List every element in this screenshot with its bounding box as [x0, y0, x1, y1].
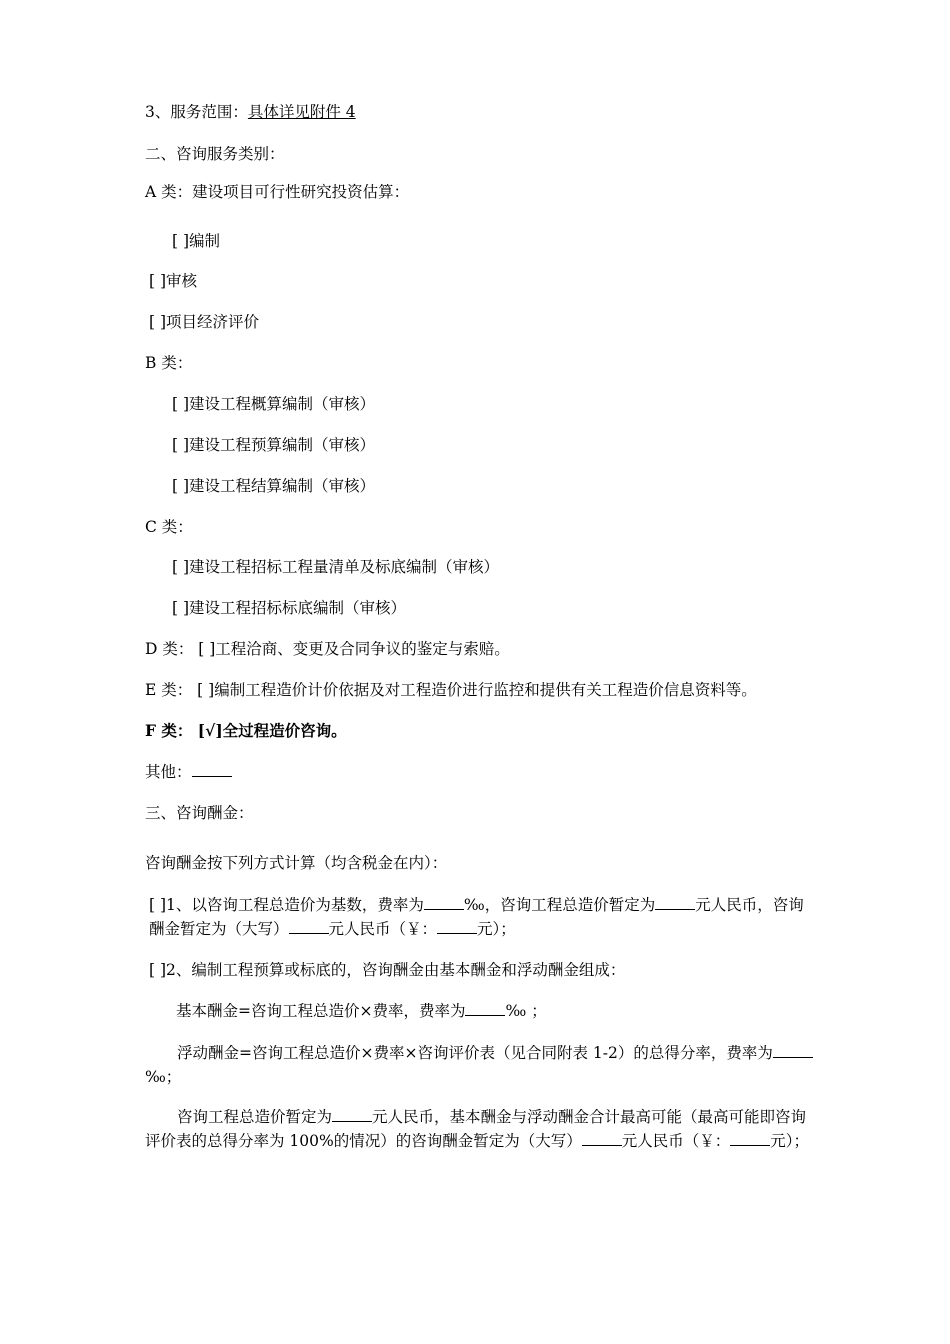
fee-words-blank	[289, 919, 329, 934]
fee-rate-blank	[424, 895, 464, 910]
category-e-line: E 类： [ ]编制工程造价计价依据及对工程造价进行监控和提供有关工程造价信息资料等。	[145, 681, 757, 699]
fee-number-blank	[437, 919, 477, 934]
part2-heading: 二、咨询服务类别：	[145, 145, 285, 163]
category-a-item-1: [ ]编制	[172, 232, 221, 250]
floating-fee-line: 浮动酬金=咨询工程总造价×费率×咨询评价表（见合同附表 1-2）的总得分率，费率为‰；	[145, 1041, 813, 1089]
total-cost-blank	[655, 895, 695, 910]
category-d-line: D 类： [ ]工程洽商、变更及合同争议的鉴定与索赔。	[145, 640, 510, 658]
category-a-item-2: [ ]审核	[149, 272, 198, 290]
service-scope-value: 具体详见附件 4	[247, 103, 356, 121]
category-c-item-2: [ ]建设工程招标标底编制（审核）	[172, 599, 407, 617]
part3-heading: 三、咨询酬金：	[145, 804, 254, 822]
max-fee-number-blank	[730, 1131, 770, 1146]
category-b-item-1: [ ]建设工程概算编制（审核）	[172, 395, 376, 413]
category-b-label: B 类：	[145, 354, 193, 372]
category-c-label: C 类：	[145, 518, 193, 536]
category-b-item-3: [ ]建设工程结算编制（审核）	[172, 477, 376, 495]
basic-rate-blank	[465, 1001, 505, 1016]
category-a-item-3: [ ]项目经济评价	[149, 313, 260, 331]
category-c-item-1: [ ]建设工程招标工程量清单及标底编制（审核）	[172, 558, 500, 576]
service-scope-label: 3、服务范围：	[145, 103, 248, 121]
fee-intro: 咨询酬金按下列方式计算（均含税金在内）：	[145, 854, 448, 872]
floating-rate-blank	[773, 1043, 813, 1058]
total-fee-paragraph: 咨询工程总造价暂定为 元人民币，基本酬金与浮动酬金合计最高可能（最高可能即咨询评价表的总得分率为 100%的情况）的咨询酬金暂定为（大写） 元人民币（￥： 元）；	[145, 1108, 810, 1150]
max-fee-words-blank	[582, 1131, 622, 1146]
fee-option-2-box: [ ]	[149, 961, 167, 979]
fee-option-1: [ ]1、以咨询工程总造价为基数，费率为 ‰，咨询工程总造价暂定为 元人民币，咨询酬金暂定为（大写） 元人民币（￥： 元）；	[149, 896, 804, 938]
basic-fee-line: 基本酬金=咨询工程总造价×费率，费率为 ‰ ；	[176, 1002, 547, 1020]
service-scope-line	[145, 102, 356, 122]
fee-option-2: [ ]2、编制工程预算或标底的，咨询酬金由基本酬金和浮动酬金组成：	[149, 961, 626, 979]
total-cost-estimate-blank	[332, 1107, 372, 1122]
other-line	[145, 762, 232, 782]
fee-option-1-box: [ ]	[149, 896, 167, 914]
other-blank	[192, 762, 232, 777]
category-a-label: A 类：建设项目可行性研究投资估算：	[145, 183, 410, 201]
category-b-item-2: [ ]建设工程预算编制（审核）	[172, 436, 376, 454]
other-label: 其他：	[145, 763, 192, 781]
category-f-line: F 类： [√]全过程造价咨询。	[145, 721, 347, 740]
